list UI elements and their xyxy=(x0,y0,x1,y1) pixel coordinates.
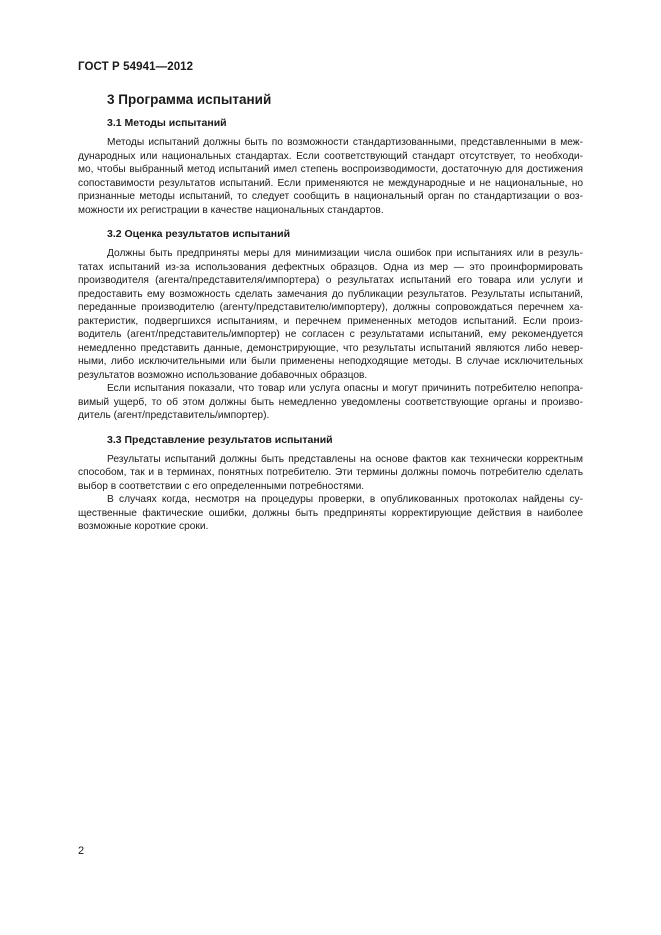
paragraph-test-methods: Методы испытаний должны быть по возможности стандартизованными, представленными в меж-дународных или национальных стандартах. Если соответствующий стандарт отсутствует, то необходи-мо, чтобы выбранный метод испытаний имел степень воспроизводимости, достаточную для достижения сопоставимости результатов испытаний. Если применяются не международные и не национальные, но признанные методы испытаний, то следует сообщить в национальный орган по стандартизации о воз-можности их регистрации в качестве национальных стандартов. xyxy=(78,137,583,216)
subsection-title-3-2: 3.2 Оценка результатов испытаний xyxy=(107,228,291,240)
subsection-title-3-1: 3.1 Методы испытаний xyxy=(107,117,227,129)
page-number: 2 xyxy=(78,845,85,857)
subsection-title-3-3: 3.3 Представление результатов испытаний xyxy=(107,433,333,446)
main-content xyxy=(78,90,583,534)
standard-code-header: ГОСТ Р 54941—2012 xyxy=(78,61,194,73)
paragraph-results-presentation: Результаты испытаний должны быть представлены на основе фактов как технически корректным способом, так и в терминах, понятных потребителю. Эти термины должны помочь потребителю сделать выбор в соответствии с его определенными потребностями. xyxy=(78,453,583,492)
paragraph-corrective-actions: В случаях когда, несмотря на процедуры проверки, в опубликованных протоколах найдены су-щественные фактические ошибки, должны быть предприняты корректирующие действия в наиболее возможные короткие сроки. xyxy=(78,494,583,532)
section-title: 3 Программа испытаний xyxy=(107,92,272,107)
paragraph-hazard-notification: Если испытания показали, что товар или услуга опасны и могут причинить потребителю непопра-вимый ущерб, то об этом должны быть немедленно уведомлены соответствующие органы и произво-дитель (агент/представитель/импортер). xyxy=(78,383,583,421)
paragraph-results-evaluation: Должны быть предприняты меры для минимизации числа ошибок при испытаниях или в резуль-татах испытаний из-за использования дефектных образцов. Одна из мер — это проинформировать производителя (агента/представителя/импортера) о результатах испытаний его товара или услуги и предоставить ему возможность сделать замечания до публикации результатов. Результаты испытаний, переданные производителю (агенту/представителю/импортеру), должны сопровождаться перечнем ха-рактеристик, подвергшихся испытаниям, и перечнем примененных методов испытаний. Если произ-водитель (агент/представитель/импортер) не согласен с результатами испытаний, ему рекомендуется немедленно представить данные, демонстрирующие, что результаты испытаний являются либо невер-ными, либо исключительными или были применены неподходящие методы. В случае исключительных результатов возможно использование добавочных образцов. xyxy=(78,248,583,381)
